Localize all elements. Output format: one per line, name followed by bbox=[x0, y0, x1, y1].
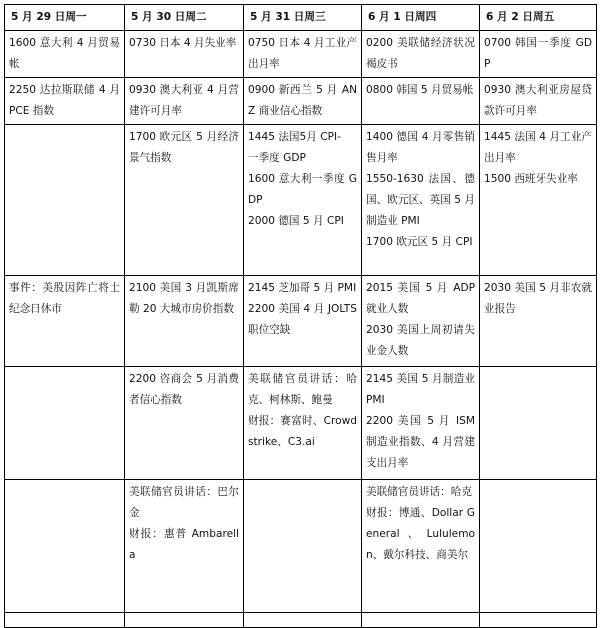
table-cell bbox=[480, 31, 597, 78]
table-cell bbox=[244, 367, 362, 480]
event-entry: 财报：赛富时、Crowdstrike、C3.ai bbox=[248, 415, 357, 448]
table-cell bbox=[244, 125, 362, 276]
event-entry: 2030 美国 5 月非农就业报告 bbox=[484, 282, 592, 315]
event-entry: 2030 美国上周初请失业金人数 bbox=[366, 324, 475, 357]
table-cell bbox=[5, 276, 125, 367]
event-entry: 2250 达拉斯联储 4 月 PCE 指数 bbox=[9, 84, 120, 117]
table-cell bbox=[5, 31, 125, 78]
event-entry: 1400 德国 4 月零售销售月率 bbox=[366, 131, 475, 164]
table-cell bbox=[244, 276, 362, 367]
event-entry: 2015 美国 5 月 ADP 就业人数 bbox=[366, 282, 475, 315]
event-entry: 2145 美国 5 月制造业 PMI bbox=[366, 373, 475, 406]
event-entry: 0900 新西兰 5 月 ANZ 商业信心指数 bbox=[248, 84, 357, 117]
table-cell bbox=[362, 613, 480, 628]
table-cell bbox=[244, 31, 362, 78]
header-row bbox=[5, 5, 597, 31]
event-entry: 事件：美股因阵亡将士纪念日休市 bbox=[9, 282, 120, 315]
table-cell bbox=[125, 31, 244, 78]
table-cell bbox=[362, 31, 480, 78]
table-cell bbox=[362, 367, 480, 480]
table-cell bbox=[125, 480, 244, 613]
event-entry: 财报：博通、Dollar General、Lululemon、戴尔科技、商美尔 bbox=[366, 507, 475, 561]
table-cell bbox=[244, 480, 362, 613]
table-cell bbox=[362, 480, 480, 613]
event-entry: 2200 咨商会 5 月消费者信心指数 bbox=[129, 373, 239, 406]
table-cell bbox=[125, 613, 244, 628]
event-entry: 0930 澳大利亚房屋贷款许可月率 bbox=[484, 84, 592, 117]
table-cell bbox=[480, 367, 597, 480]
header-cell: 5 月 30 日周二 bbox=[125, 5, 244, 31]
event-entry: 2200 美国 5 月 ISM 制造业指数、4 月营建支出月率 bbox=[366, 415, 475, 469]
table-cell bbox=[480, 276, 597, 367]
table-cell bbox=[480, 613, 597, 628]
event-entry: 1600 意大利 4 月贸易帐 bbox=[9, 37, 120, 70]
economic-calendar-table bbox=[4, 4, 597, 628]
event-entry: 1445 法国5月 CPI- bbox=[248, 131, 341, 143]
event-entry: 1600 意大利一季度 GDP bbox=[248, 173, 357, 206]
event-entry: 美联储官员讲话：哈克 bbox=[366, 486, 472, 498]
event-entry: 0800 韩国 5 月贸易帐 bbox=[366, 84, 474, 96]
table-row bbox=[5, 480, 597, 613]
event-entry: 1445 法国 4 月工业产出月率 bbox=[484, 131, 592, 164]
header-cell: 5 月 29 日周一 bbox=[5, 5, 125, 31]
table-cell bbox=[125, 78, 244, 125]
event-entry: 1700 欧元区 5 月 CPI bbox=[366, 236, 473, 248]
table-cell bbox=[5, 613, 125, 628]
table-cell bbox=[5, 125, 125, 276]
event-entry: 2100 美国 3 月凯斯席勒 20 大城市房价指数 bbox=[129, 282, 239, 315]
event-entry: 0730 日本 4 月失业率 bbox=[129, 37, 237, 49]
event-entry: 美联储官员讲话：巴尔金 bbox=[129, 486, 239, 519]
event-entry: 2200 美国 4 月 JOLTS 职位空缺 bbox=[248, 303, 357, 336]
table-cell bbox=[244, 78, 362, 125]
table-cell bbox=[480, 78, 597, 125]
event-entry: 美联储官员讲话：哈克、柯林斯、鲍曼 bbox=[248, 373, 357, 406]
event-entry: 0750 日本 4 月工业产出月率 bbox=[248, 37, 357, 70]
event-entry: 0930 澳大利亚 4 月营建许可月率 bbox=[129, 84, 239, 117]
table-row bbox=[5, 31, 597, 78]
table-row bbox=[5, 78, 597, 125]
table-cell bbox=[125, 125, 244, 276]
table-row bbox=[5, 613, 597, 628]
event-entry: 2145 芝加哥 5 月 PMI bbox=[248, 282, 357, 294]
event-entry: 财报：惠普 Ambarella bbox=[129, 528, 239, 561]
table-cell bbox=[244, 613, 362, 628]
table-row bbox=[5, 125, 597, 276]
table-cell bbox=[362, 78, 480, 125]
table-cell bbox=[362, 125, 480, 276]
event-entry: 1700 欧元区 5 月经济景气指数 bbox=[129, 131, 239, 164]
table-cell bbox=[5, 367, 125, 480]
table-cell bbox=[362, 276, 480, 367]
table-cell bbox=[480, 125, 597, 276]
table-cell bbox=[480, 480, 597, 613]
table-cell bbox=[125, 276, 244, 367]
table-cell bbox=[125, 367, 244, 480]
header-cell: 6 月 2 日周五 bbox=[480, 5, 597, 31]
header-cell: 5 月 31 日周三 bbox=[244, 5, 362, 31]
event-entry: 一季度 GDP bbox=[248, 152, 306, 164]
header-cell: 6 月 1 日周四 bbox=[362, 5, 480, 31]
table-cell bbox=[5, 480, 125, 613]
event-entry: 0700 韩国一季度 GDP bbox=[484, 37, 592, 70]
table-row bbox=[5, 367, 597, 480]
event-entry: 1500 西班牙失业率 bbox=[484, 173, 578, 185]
table-row bbox=[5, 276, 597, 367]
table-cell bbox=[5, 78, 125, 125]
event-entry: 2000 德国 5 月 CPI bbox=[248, 215, 344, 227]
event-entry: 1550-1630 法国、德国、欧元区、英国 5 月制造业 PMI bbox=[366, 173, 475, 227]
event-entry: 0200 美联储经济状况褐皮书 bbox=[366, 37, 475, 70]
